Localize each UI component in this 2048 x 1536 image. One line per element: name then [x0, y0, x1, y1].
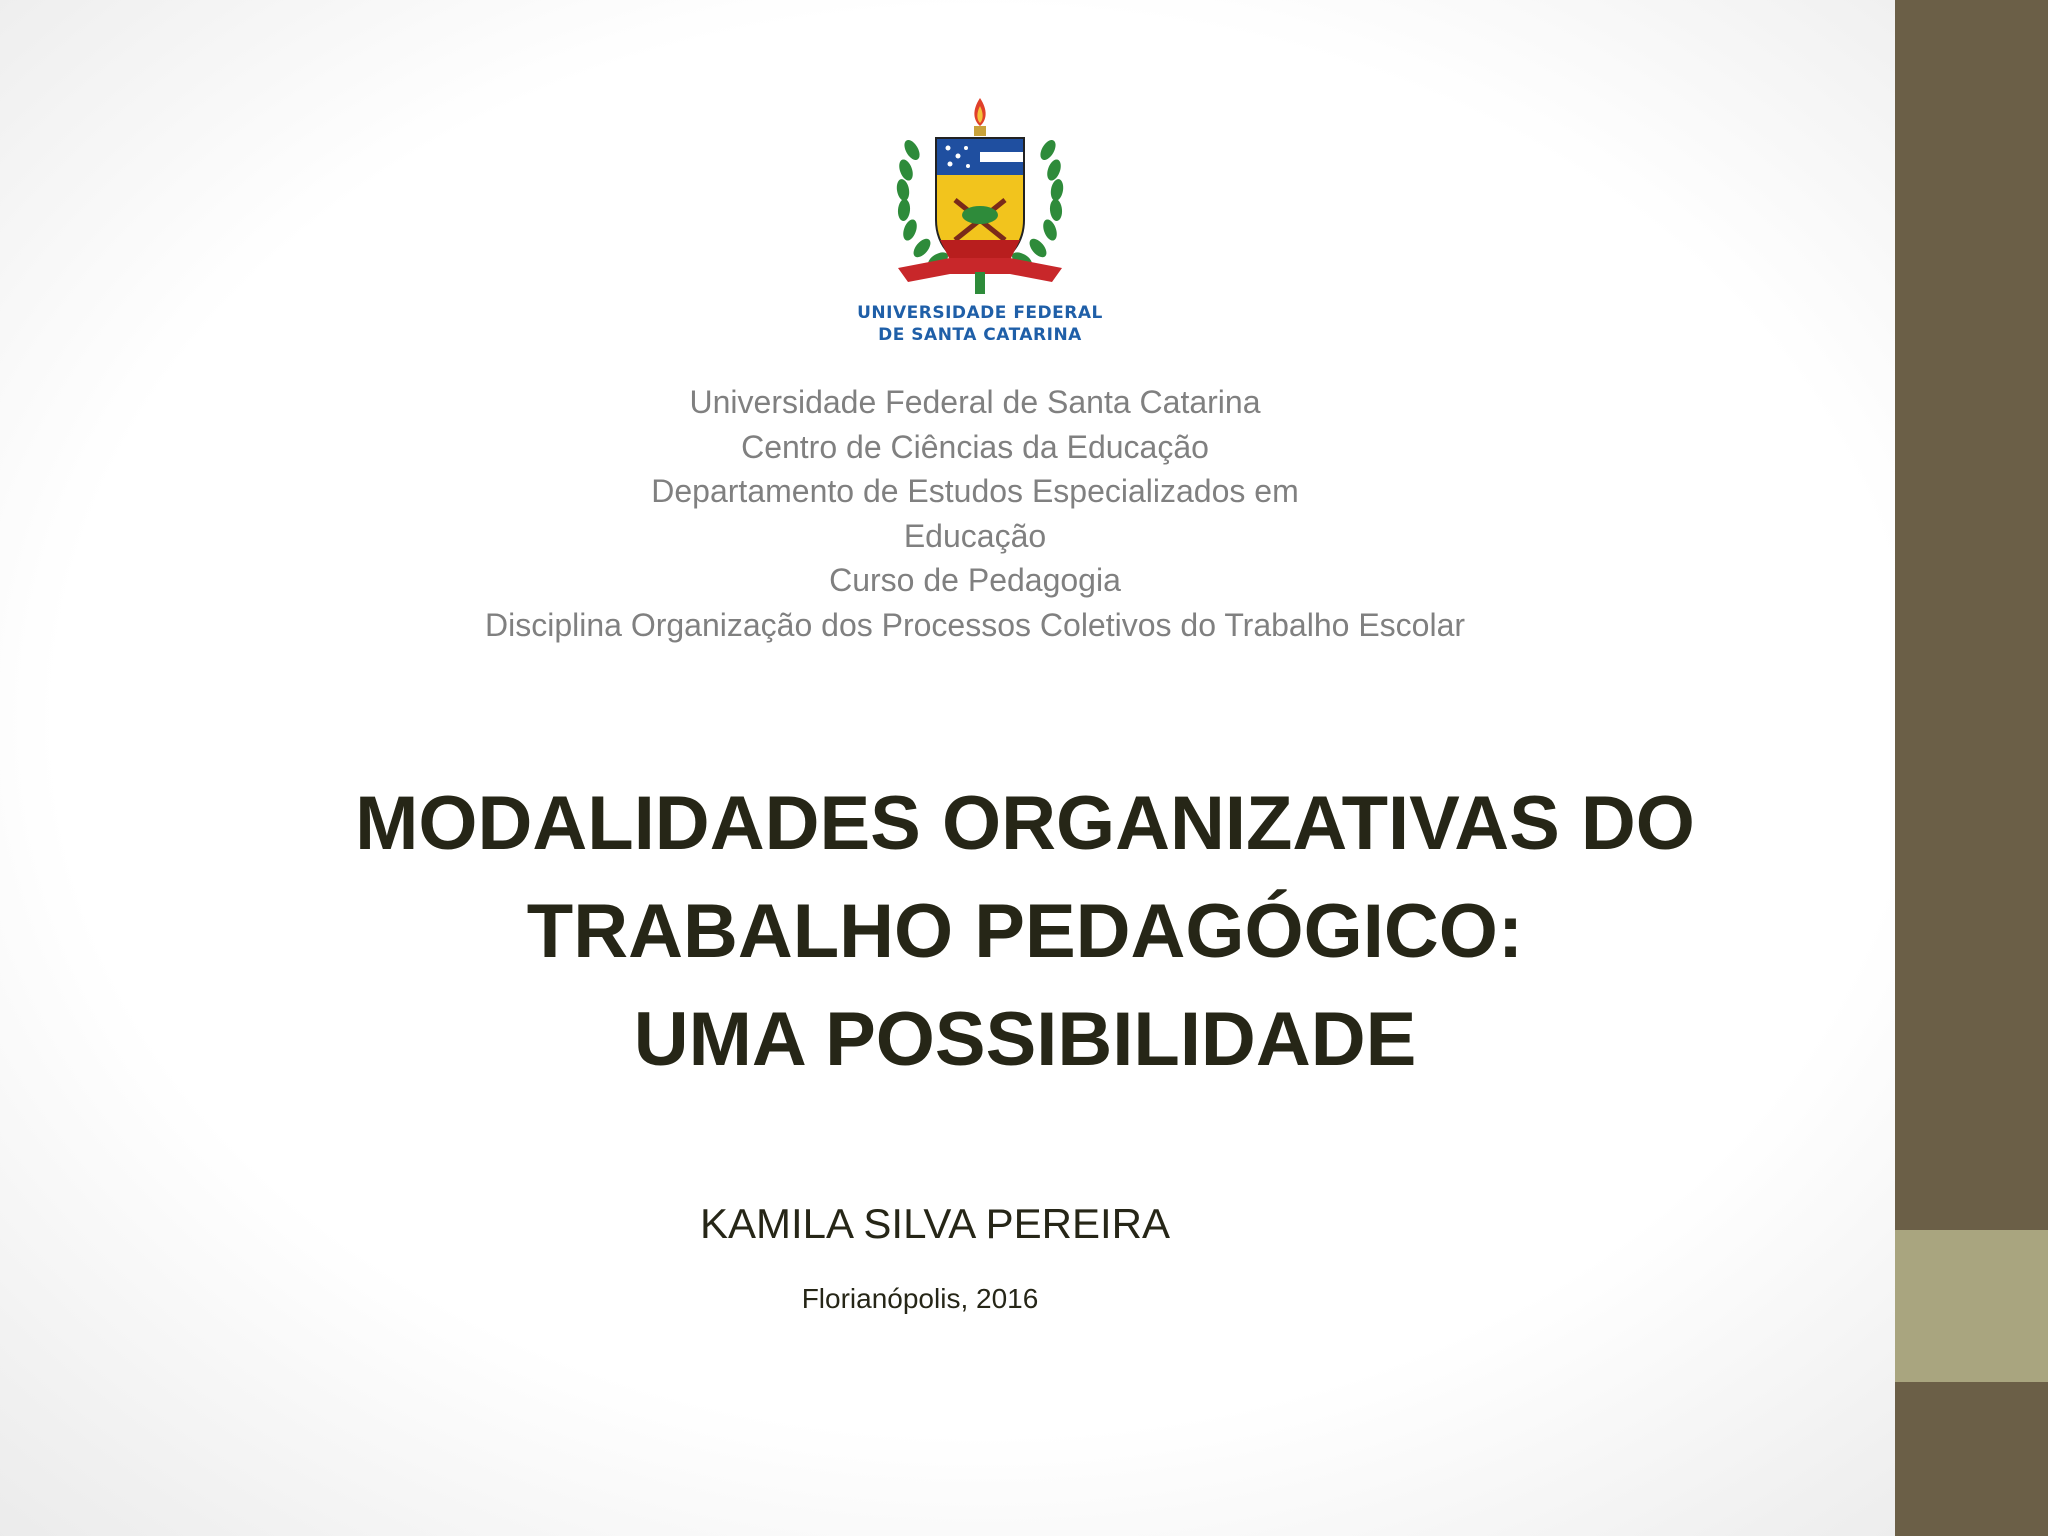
institution-info: [420, 380, 1530, 647]
institution-line: Centro de Ciências da Educação: [741, 428, 1209, 465]
author-name: KAMILA SILVA PEREIRA: [700, 1200, 1170, 1247]
logo-text-line2: DE SANTA CATARINA: [878, 325, 1082, 345]
title-line: MODALIDADES ORGANIZATIVAS DO: [355, 781, 1695, 866]
place-date: Florianópolis, 2016: [801, 1283, 1039, 1314]
institution-line: Educação: [903, 517, 1047, 554]
side-band: [1895, 1230, 2048, 1382]
logo-text-line1: UNIVERSIDADE FEDERAL: [857, 303, 1103, 323]
slide-title: [300, 770, 1750, 1094]
university-logo: [840, 90, 1120, 355]
institution-line: Curso de Pedagogia: [829, 562, 1121, 598]
ufsc-crest-icon: [840, 90, 1120, 300]
title-line: TRABALHO PEDAGÓGICO:: [526, 889, 1524, 974]
title-line: UMA POSSIBILIDADE: [633, 997, 1417, 1082]
institution-line: Departamento de Estudos Especializados em: [651, 473, 1299, 509]
institution-line: Disciplina Organização dos Processos Coletivos do Trabalho Escolar: [484, 606, 1466, 643]
institution-line: Universidade Federal de Santa Catarina: [689, 384, 1261, 420]
